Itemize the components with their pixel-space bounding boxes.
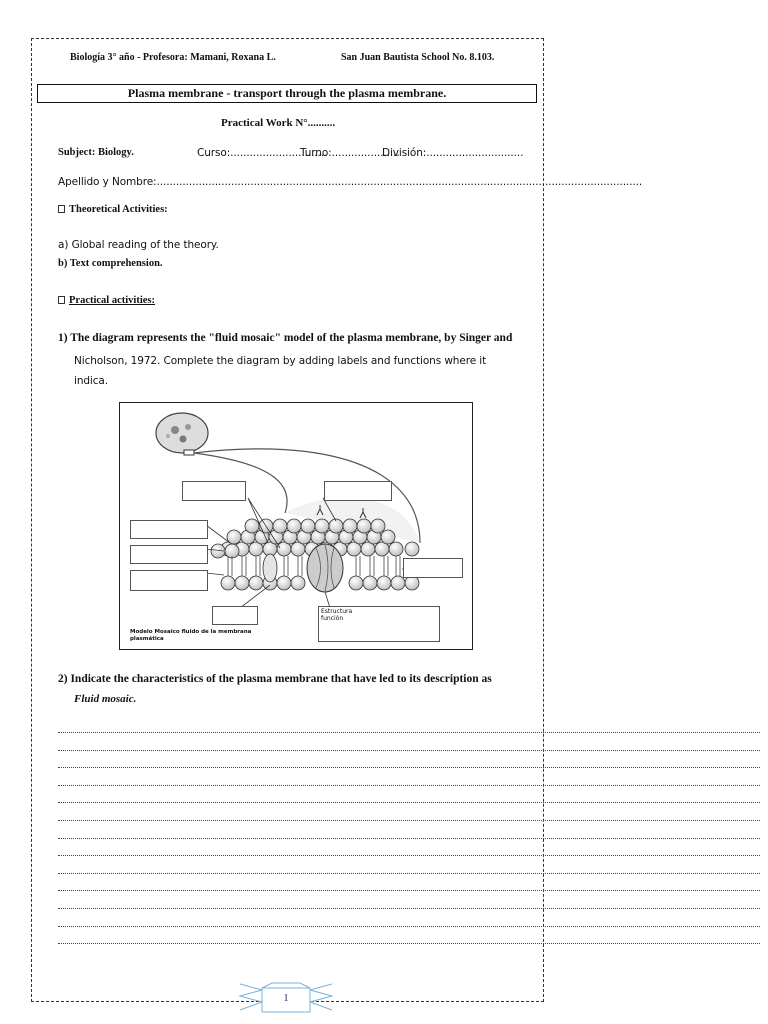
worksheet-title: Plasma membrane - transport through the plasma membrane. bbox=[37, 84, 537, 103]
answer-line[interactable] bbox=[58, 767, 760, 768]
answer-line[interactable] bbox=[58, 732, 760, 733]
answer-line[interactable] bbox=[58, 890, 760, 891]
turno-field[interactable]: Turno:..................... bbox=[300, 147, 400, 159]
label-box-right[interactable] bbox=[403, 558, 463, 578]
question-1-line-3: indica. bbox=[74, 375, 108, 387]
answer-line[interactable] bbox=[58, 926, 760, 927]
theoretical-heading: Theoretical Activities: bbox=[58, 204, 168, 215]
question-2-line-2: Fluid mosaic. bbox=[74, 693, 137, 705]
label-box-left-2[interactable] bbox=[130, 545, 208, 564]
answer-line[interactable] bbox=[58, 943, 760, 944]
integral-protein bbox=[307, 544, 343, 592]
answer-line[interactable] bbox=[58, 750, 760, 751]
answer-line[interactable] bbox=[58, 838, 760, 839]
label-box-top-left[interactable] bbox=[182, 481, 246, 501]
curso-field[interactable]: Curso:.............................. bbox=[197, 147, 328, 159]
fluid-mosaic-diagram bbox=[119, 402, 473, 650]
label-box-left-3[interactable] bbox=[130, 570, 208, 591]
checkbox-icon bbox=[58, 296, 65, 304]
diagram-caption: Modelo Mosaico fluido de la membrana plasmática bbox=[130, 629, 252, 642]
theory-item-b: b) Text comprehension. bbox=[58, 258, 163, 269]
function-label: función bbox=[321, 615, 344, 622]
label-box-top-right[interactable] bbox=[324, 481, 392, 501]
subject-label: Subject: Biology. bbox=[58, 147, 134, 158]
answer-line[interactable] bbox=[58, 820, 760, 821]
answer-line[interactable] bbox=[58, 908, 760, 909]
question-2-line-1: 2) Indicate the characteristics of the plasma membrane that have led to its description as bbox=[58, 673, 492, 685]
answer-line[interactable] bbox=[58, 802, 760, 803]
answer-line[interactable] bbox=[58, 855, 760, 856]
label-box-bottom-left[interactable] bbox=[212, 606, 258, 625]
header-school: San Juan Bautista School No. 8.103. bbox=[341, 52, 495, 63]
phospholipid-heads-top bbox=[221, 519, 403, 556]
answer-line[interactable] bbox=[58, 785, 760, 786]
question-1-line-2: Nicholson, 1972. Complete the diagram by adding labels and functions where it bbox=[74, 355, 487, 367]
structure-function-box[interactable] bbox=[318, 606, 440, 642]
structure-label: Estructura bbox=[321, 608, 353, 615]
practical-work-number: Practical Work N°.......... bbox=[221, 117, 336, 129]
label-box-left-1[interactable] bbox=[130, 520, 208, 539]
practical-heading: Practical activities: bbox=[58, 295, 183, 306]
page-number: 1 bbox=[283, 992, 289, 1004]
division-field[interactable]: División:.............................. bbox=[382, 147, 524, 159]
question-1-line-1: 1) The diagram represents the "fluid mosaic" model of the plasma membrane, by Singer and bbox=[58, 332, 513, 344]
apellido-nombre-field[interactable]: Apellido y Nombre:...................................................................................................................................................... bbox=[58, 176, 643, 188]
cell-icon bbox=[156, 413, 208, 453]
theory-item-a: a) Global reading of the theory. bbox=[58, 239, 219, 251]
answer-line[interactable] bbox=[58, 873, 760, 874]
header-teacher: Biología 3° año - Profesora: Mamani, Roxana L. bbox=[70, 52, 276, 63]
checkbox-icon bbox=[58, 205, 65, 213]
